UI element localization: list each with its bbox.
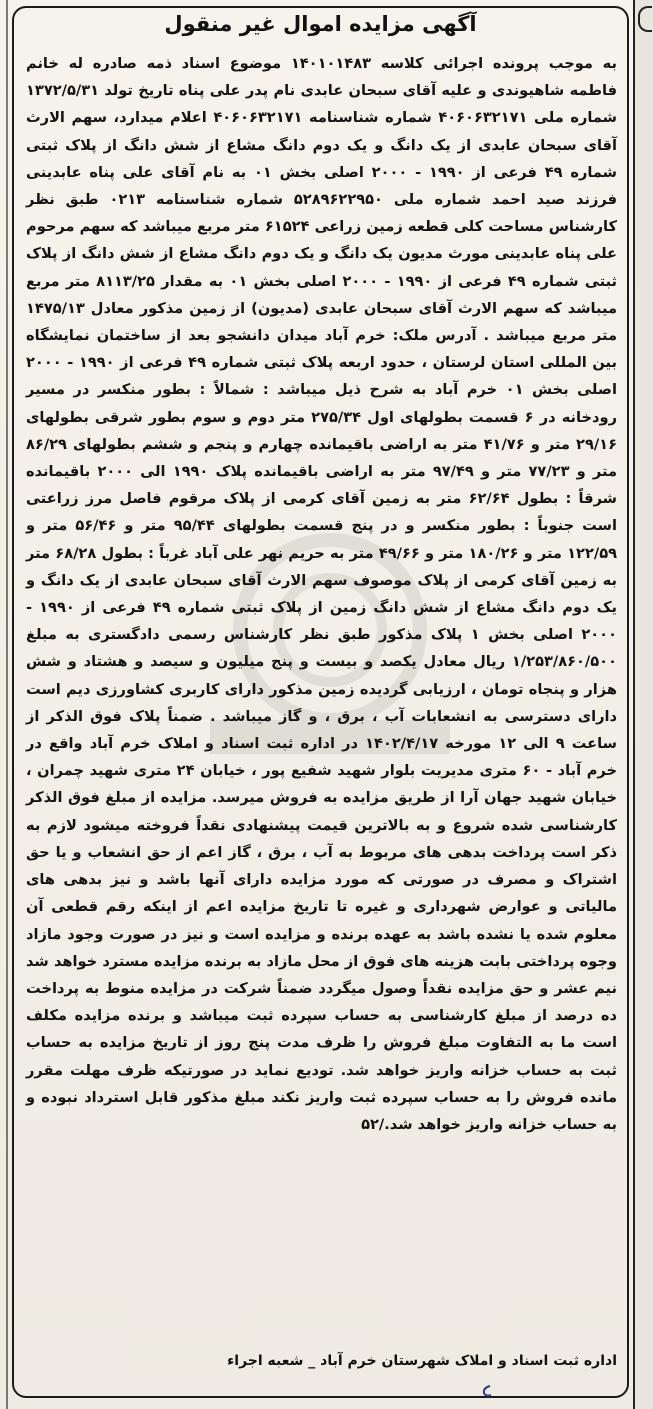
- adjacent-column-edge: [633, 0, 653, 1409]
- notice-body-text: به موجب پرونده اجرائی کلاسه ۱۴۰۱۰۱۴۸۳ موضوع اسناد ذمه صادره له خانم فاطمه شاهیوندی و علیه آقای سبحان عابدی نام پدر علی پناه تاریخ تولد ۱۳۷۲/۵/۳۱ شماره ملی ۴۰۶۰۶۳۲۱۷۱ شماره شناسنامه ۴۰۶۰۶۳۲۱۷۱ اعلام میدارد، سهم الارث آقای سبحان عابدی از یک دانگ و یک دوم دانگ مشاع از شش دانگ از پلاک ثبتی شماره ۴۹ فرعی از ۱۹۹۰ - ۲۰۰۰ اصلی بخش ۰۱ به نام آقای علی پناه عابدینی فرزند صید احمد شماره ملی ۵۲۸۹۶۲۲۹۵۰ شماره شناسنامه ۰۲۱۳ طبق نظر کارشناس مساحت کلی قطعه زمین زراعی ۶۱۵۲۴ متر مربع میباشد که سهم مرحوم علی پناه عابدینی مورث مدیون یک دانگ و یک دوم دانگ مشاع از شش دانگ از پلاک ثبتی شماره ۴۹ فرعی از ۱۹۹۰ - ۲۰۰۰ اصلی بخش ۰۱ به مقدار ۸۱۱۳/۲۵ متر مربع میباشد که سهم الارث آقای سبحان عابدی (مدیون) از زمین مذکور معادل ۱۴۷۵/۱۳ متر مربع میباشد . آدرس ملک: خرم آباد میدان دانشجو بعد از ساختمان نمایشگاه بین المللی استان لرستان ، حدود اربعه پلاک ثبتی شماره ۴۹ فرعی از ۱۹۹۰ - ۲۰۰۰ اصلی بخش ۰۱ خرم آباد به شرح ذیل میباشد : شمالاً : بطور منکسر در مسیر رودخانه در ۶ قسمت بطولهای اول ۲۷۵/۳۴ متر دوم و سوم بطور شرقی بطولهای ۲۹/۱۶ متر و ۴۱/۷۶ متر به اراضی باقیمانده چهارم و پنجم و ششم بطولهای ۸۶/۲۹ متر و ۷۷/۲۳ متر و ۹۷/۴۹ متر به اراضی باقیمانده پلاک ۱۹۹۰ الی ۲۰۰۰ باقیمانده شرقاً : بطول ۶۲/۶۴ متر به زمین آقای کرمی از پلاک مرقوم فاصل مرز زراعتی است جنوباً : بطور منکسر و در پنج قسمت بطولهای ۹۵/۴۴ متر و ۵۶/۴۶ متر و ۱۲۲/۵۹ متر و ۱۸۰/۲۶ متر و ۴۹/۶۶ متر به حریم نهر علی آباد غرباً : بطول ۶۸/۲۸ متر به زمین آقای کرمی از پلاک موصوف سهم الارث آقای سبحان عابدی از یک دانگ و یک دوم دانگ مشاع از شش دانگ زمین از پلاک ثبتی شماره ۴۹ فرعی از ۱۹۹۰ - ۲۰۰۰ اصلی بخش ۱ پلاک مذکور طبق نظر کارشناس رسمی دادگستری به مبلغ ۱/۲۵۳/۸۶۰/۵۰۰ ریال معادل یکصد و بیست و پنج میلیون و سیصد و هشتاد و شش هزار و پنجاه تومان ، ارزیابی گردیده زمین مذکور دارای کاربری کشاورزی دیم است دارای دسترسی به انشعابات آب ، برق ، و گاز میباشد . ضمناً پلاک فوق الذکر از ساعت ۹ الی ۱۲ مورخه ۱۴۰۲/۴/۱۷ در اداره ثبت اسناد و املاک خرم آباد واقع در خرم آباد - ۶۰ متری مدیریت بلوار شهید شفیع پور ، خیابان ۲۴ متری شهید چمران ، خیابان شهید جهان آرا از طریق مزایده به فروش میرسد. مزایده از مبلغ فوق الذکر کارشناسی شده شروع و به بالاترین قیمت پیشنهادی نقداً فروخته میشود لازم به ذکر است پرداخت بدهی های مربوط به آب ، برق ، گاز اعم از حق انشعاب و یا حق اشتراک و مصرف در صورتی که مورد مزایده دارای آنها باشد و نیز بدهی های مالیاتی و عوارض شهرداری و غیره تا تاریخ مزایده اعم از اینکه رقم قطعی آن معلوم شده یا نشده باشد به عهده برنده و مزایده است و نیز در صورت وجود مازاد وجوه پرداختی بابت هزینه های فوق از محل مازاد به برنده مزایده مسترد خواهد شد نیم عشر و حق مزایده نقداً وصول میگردد ضمناً شرکت در مزایده منوط به پرداخت ده درصد از مبلغ کارشناسی به حساب سپرده ثبت میباشد و برنده مزایده مکلف است ما به التفاوت مبلغ فروش را ظرف مدت پنج روز از تاریخ مزایده به حساب ثبت به حساب خزانه واریز خواهد شد. تودیع نماید در صورتیکه ظرف مهلت مقرر مانده فروش را به حساب سپرده ثبت واریز نکند مبلغ مذکور قابل استرداد نبوده و به حساب خزانه واریز خواهد شد./۵۲: [26, 55, 618, 1133]
- notice-signature: اداره ثبت اسناد و املاک شهرستان خرم آباد _ شعبه اجراء: [227, 1353, 617, 1369]
- notice-title: آگهی مزایده اموال غیر منقول: [164, 12, 477, 36]
- column-divider: [6, 0, 8, 1409]
- column-cap: [638, 6, 652, 32]
- page-mark-icon: [480, 1384, 494, 1398]
